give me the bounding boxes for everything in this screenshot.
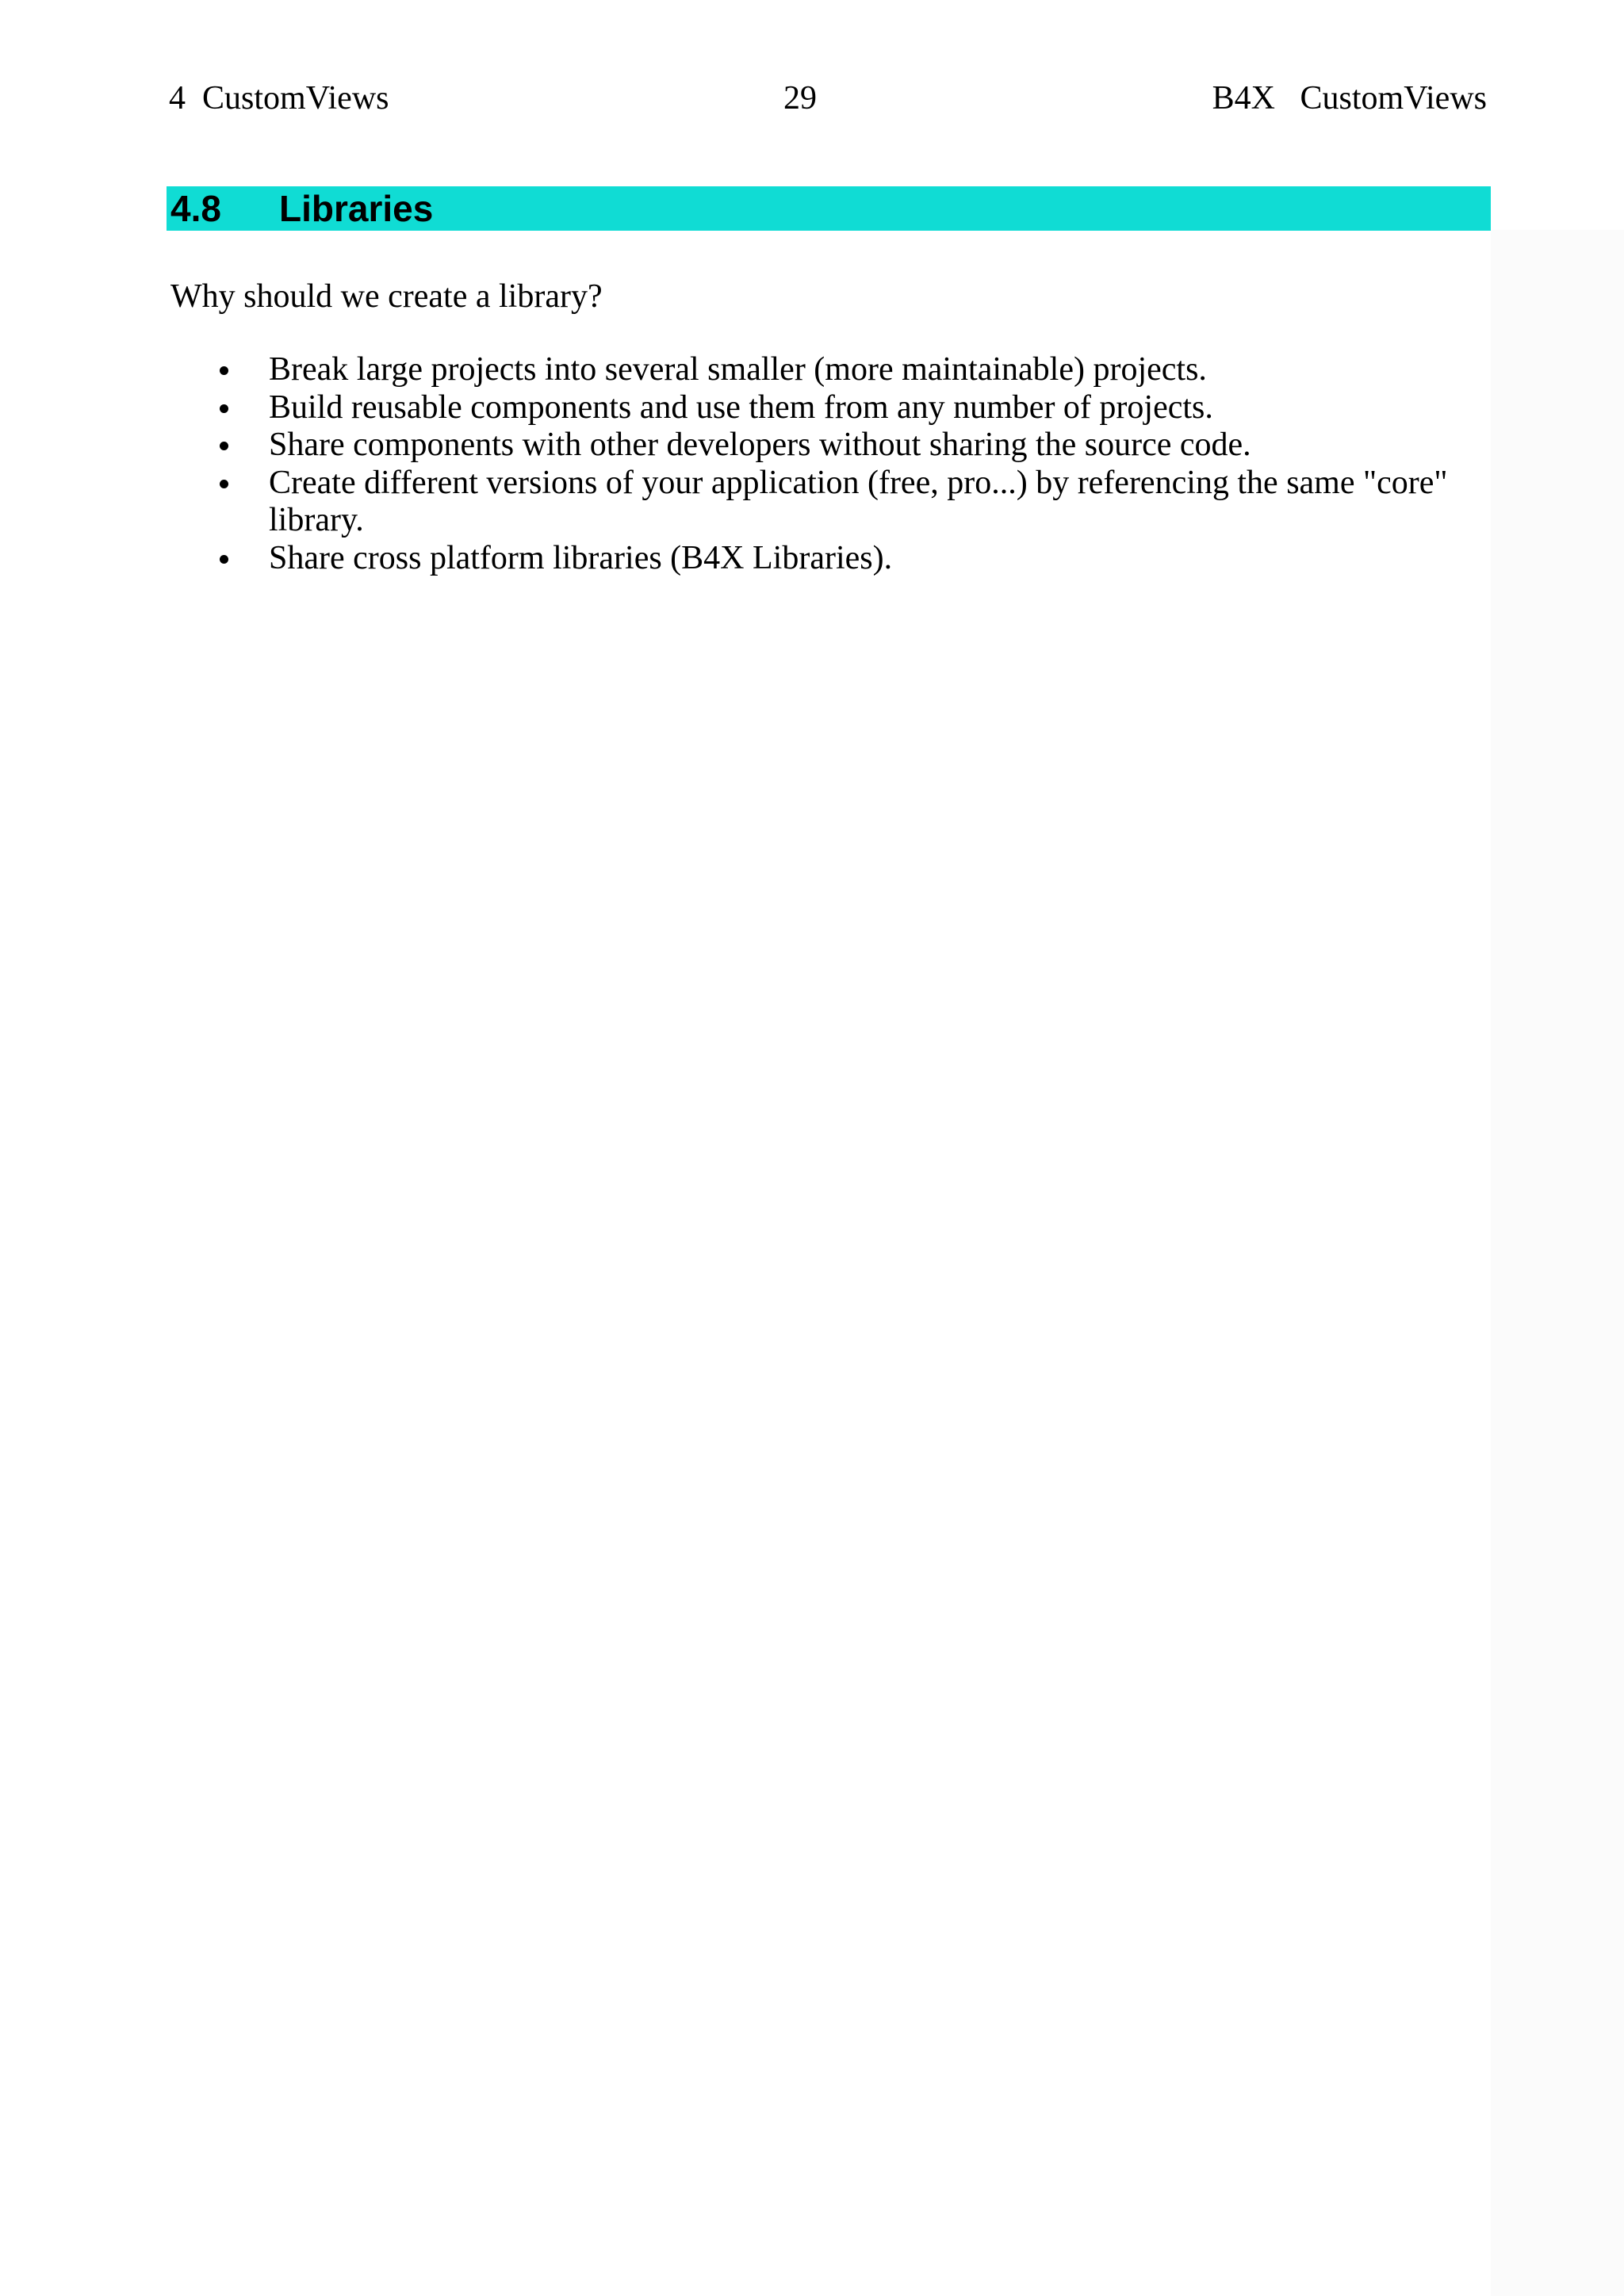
page-number: 29: [783, 80, 817, 117]
page-shade: [1491, 230, 1624, 2296]
list-item: [170, 540, 1455, 578]
bullet-icon: [220, 480, 228, 488]
list-item-text: Create different versions of your application (free, pro...) by referencing the same "core" library.: [269, 464, 1448, 538]
bullet-icon: [220, 555, 228, 564]
list-item-text: Share components with other developers without sharing the source code.: [269, 427, 1251, 463]
bullet-icon: [220, 404, 228, 413]
list-item-text: Build reusable components and use them from any number of projects.: [269, 388, 1213, 426]
list-item: [170, 465, 1455, 540]
bullet-icon: [220, 366, 228, 375]
reasons-list: [170, 351, 1455, 577]
bullet-icon: [220, 442, 228, 450]
running-header: [169, 76, 1487, 121]
header-chapter: 4 CustomViews: [169, 80, 389, 117]
section-heading: [167, 186, 1491, 231]
list-item: [170, 389, 1455, 427]
section-title: Libraries: [279, 188, 434, 229]
list-item-text: Share cross platform libraries (B4X Libraries).: [269, 539, 893, 576]
intro-question: Why should we create a library?: [170, 278, 603, 315]
section-number: 4.8: [170, 188, 221, 229]
list-item-text: Break large projects into several smaller (more maintainable) projects.: [269, 351, 1207, 388]
list-item: [170, 351, 1455, 389]
header-document-title: B4X CustomViews: [1212, 80, 1487, 117]
list-item: [170, 427, 1455, 465]
